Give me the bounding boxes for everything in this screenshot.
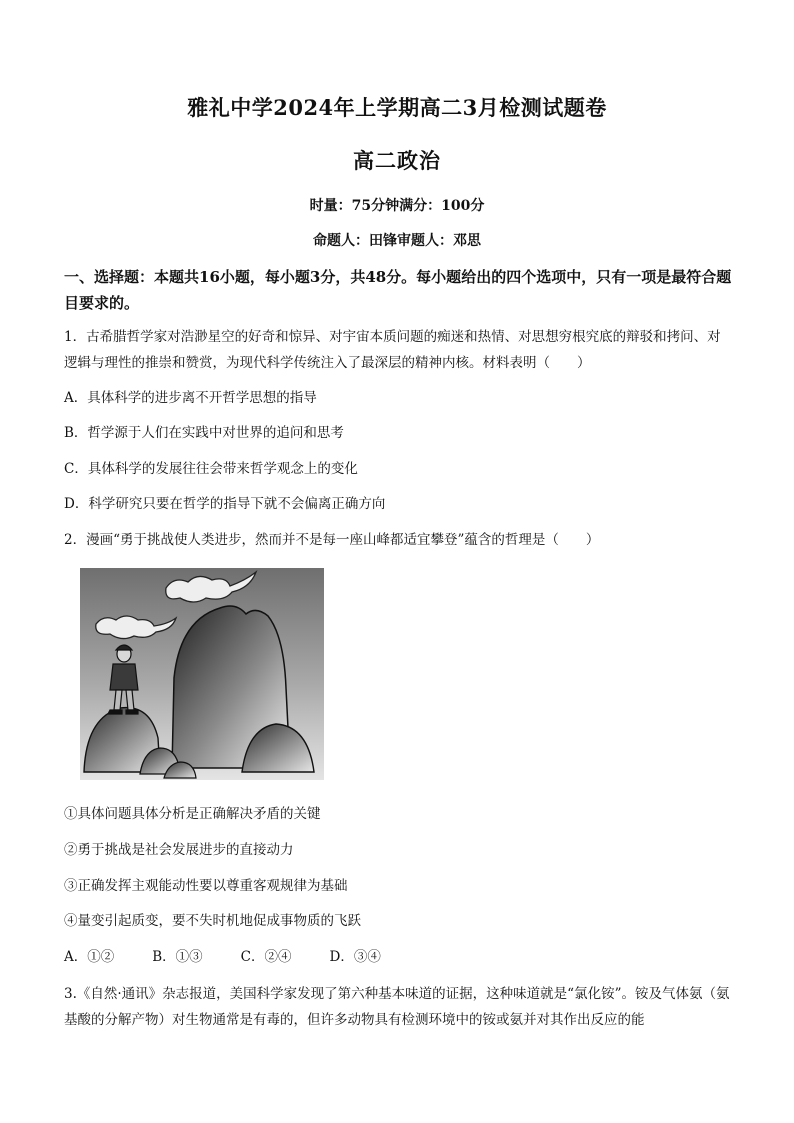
question-2-option-a: A．①② (64, 949, 115, 965)
question-2-option-b: B．①③ (152, 949, 203, 965)
exam-subject: 高二政治 (353, 148, 441, 173)
question-2-statement-3: ③正确发挥主观能动性要以尊重客观规律为基础 (64, 878, 348, 894)
question-2-statement-1: ①具体问题具体分析是正确解决矛盾的关键 (64, 806, 321, 822)
question-2-option-c: C．②④ (240, 949, 292, 965)
question-2-option-d: D．③④ (329, 949, 381, 965)
question-2-statement-4: ④量变引起质变，要不失时机地促成事物质的飞跃 (64, 913, 361, 929)
question-2-stem: 2．漫画“勇于挑战使人类进步，然而并不是每一座山峰都适宜攀登”蕴含的哲理是（ ） (64, 532, 600, 548)
exam-title: 雅礼中学2024年上学期高二3月检测试题卷 (187, 95, 607, 120)
exam-authors: 命题人：田锋审题人：邓思 (313, 233, 481, 249)
exam-time-score: 时量：75分钟满分：100分 (309, 198, 485, 214)
question-1-option-c: C．具体科学的发展往往会带来哲学观念上的变化 (64, 461, 358, 477)
question-1-option-b: B．哲学源于人们在实践中对世界的追问和思考 (64, 425, 344, 441)
question-1-option-d: D．科学研究只要在哲学的指导下就不会偏离正确方向 (64, 496, 386, 512)
cartoon-image (80, 568, 324, 780)
section-heading: 一、选择题：本题共16小题，每小题3分，共48分。每小题给出的四个选项中，只有一项是最符合题目要求的。 (64, 268, 732, 312)
question-2-statement-2: ②勇于挑战是社会发展进步的直接动力 (64, 842, 294, 858)
question-1-option-a: A．具体科学的进步离不开哲学思想的指导 (64, 390, 317, 406)
question-3-stem: 3.《自然·通讯》杂志报道，美国科学家发现了第六种基本味道的证据，这种味道就是“氯化铵”。铵及气体氨（氨基酸的分解产物）对生物通常是有毒的，但许多动物具有检测环境中的铵或氨并对其作出反应的能 (64, 986, 730, 1028)
question-1-stem: 1．古希腊哲学家对浩渺星空的好奇和惊异、对宇宙本质问题的痴迷和热情、对思想穷根究底的辩驳和拷问、对逻辑与理性的推崇和赞赏，为现代科学传统注入了最深层的精神内核。材料表明（ ） (64, 329, 721, 371)
question-2-options (64, 947, 732, 967)
